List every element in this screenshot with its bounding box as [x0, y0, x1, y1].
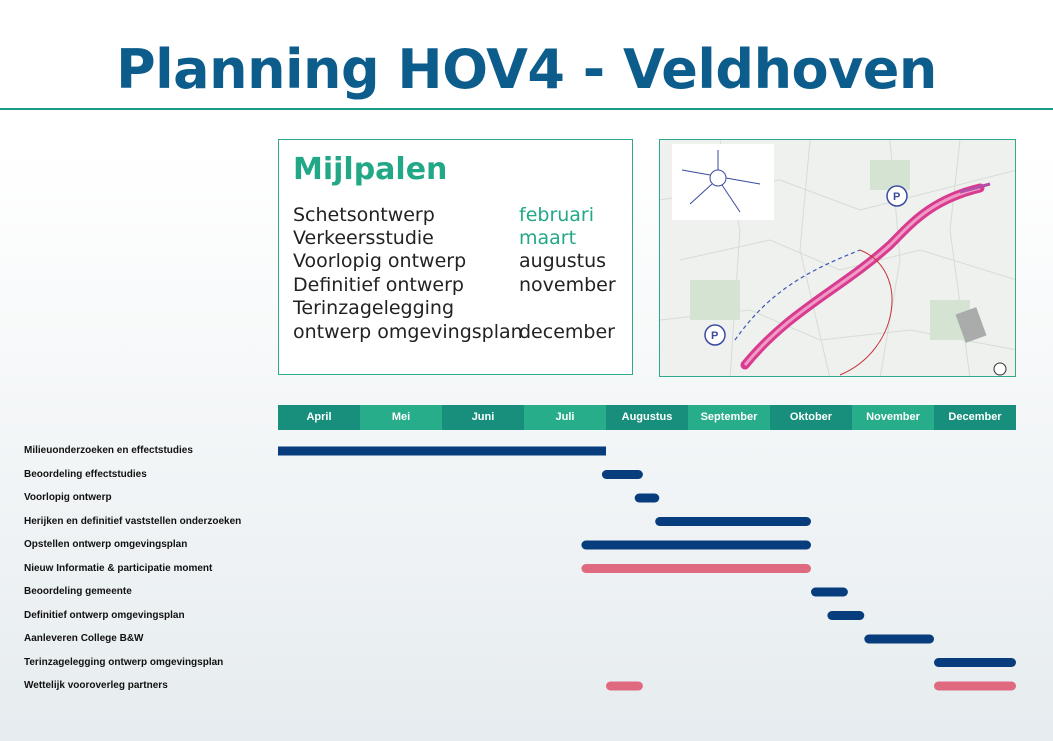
task-label: Nieuw Informatie & participatie moment: [24, 562, 213, 574]
milestone-label: Terinzagelegging: [293, 297, 455, 319]
month-cell: November: [852, 405, 934, 430]
gantt-bar: [635, 494, 660, 503]
milestone-label: Schetsontwerp: [293, 204, 435, 226]
milestone-label: Voorlopig ontwerp: [293, 250, 467, 272]
month-cell: Mei: [360, 405, 442, 430]
gantt-bar: [581, 541, 811, 550]
milestone-month: november: [519, 274, 616, 296]
task-label: Opstellen ontwerp omgevingsplan: [24, 539, 188, 550]
gantt-bar: [655, 517, 811, 526]
gantt-bar: [934, 658, 1016, 667]
task-label: Beoordeling gemeente: [24, 586, 132, 597]
task-label: Aanleveren College B&W: [24, 633, 144, 644]
task-label: Beoordeling effectstudies: [24, 468, 147, 480]
month-cell: December: [934, 405, 1016, 430]
task-label: Wettelijk vooroverleg partners: [24, 680, 168, 691]
gantt-bar: [606, 682, 643, 691]
task-label: Herijken en definitief vaststellen onderzoeken: [24, 515, 242, 527]
gantt-bar: [581, 564, 811, 573]
milestone-month: augustus: [519, 250, 607, 272]
month-cell: April: [278, 405, 360, 430]
month-cell: September: [688, 405, 770, 430]
gantt-bar: [278, 447, 606, 456]
svg-text:P: P: [893, 191, 901, 203]
milestone-month: februari: [519, 204, 595, 226]
task-label: Definitief ontwerp omgevingsplan: [24, 609, 185, 621]
gantt-bar: [602, 470, 643, 479]
page-title: Planning HOV4 - Veldhoven: [116, 38, 937, 101]
month-cell: Juli: [524, 405, 606, 430]
month-cell: Oktober: [770, 405, 852, 430]
gantt-bar: [811, 588, 848, 597]
task-label: Terinzagelegging ontwerp omgevingsplan: [24, 656, 224, 668]
gantt-bar: [864, 635, 934, 644]
gantt-bar: [934, 682, 1016, 691]
gantt-bar: [827, 611, 864, 620]
milestone-month: december: [519, 321, 615, 343]
month-cell: Juni: [442, 405, 524, 430]
milestone-label: Definitief ontwerp: [293, 274, 464, 296]
milestone-label: Verkeersstudie: [293, 227, 434, 249]
milestone-month: maart: [519, 227, 577, 249]
milestone-label: ontwerp omgevingsplan: [293, 321, 523, 343]
month-cell: Augustus: [606, 405, 688, 430]
task-label: Milieuonderzoeken en effectstudies: [24, 445, 193, 456]
task-label: Voorlopig ontwerp: [24, 492, 112, 503]
svg-text:P: P: [711, 330, 719, 342]
milestones-heading: Mijlpalen: [293, 152, 448, 187]
